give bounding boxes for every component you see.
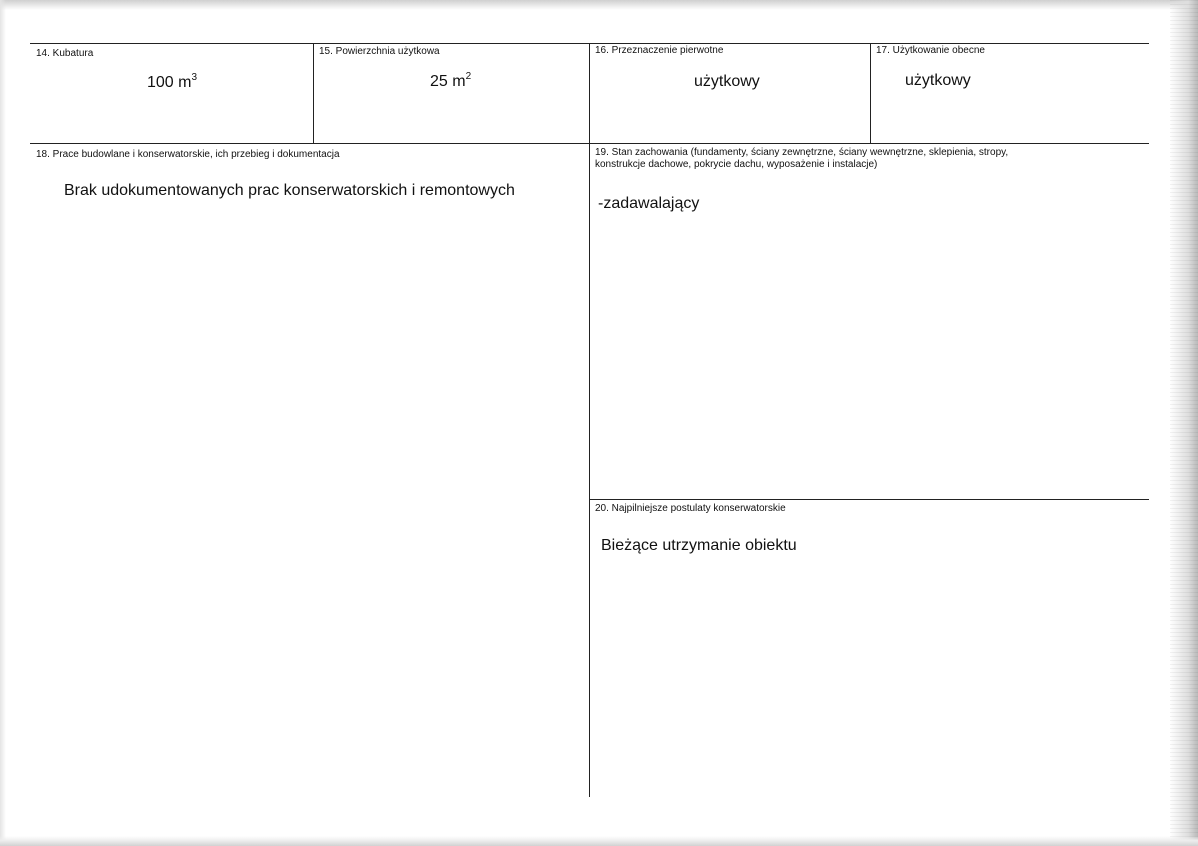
field-18-value: Brak udokumentowanych prac konserwatorskich i remontowych (64, 182, 515, 199)
column-divider-14-15 (313, 43, 314, 143)
field-17-label: 17. Użytkowanie obecne (876, 45, 985, 56)
field-19-label-line-1: 19. Stan zachowania (fundamenty, ściany zewnętrzne, ściany wewnętrzne, sklepienia, stropy, (595, 147, 1009, 158)
section-19-20-divider (589, 499, 1149, 500)
field-16-value: użytkowy (694, 73, 760, 90)
field-15-value-text: 25 m (430, 73, 466, 90)
field-15-value (430, 70, 472, 91)
field-16-label: 16. Przeznaczenie pierwotne (595, 45, 724, 56)
field-19-value: -zadawalający (598, 195, 700, 212)
scan-shadow-bottom (0, 836, 1198, 846)
field-15-label: 15. Powierzchnia użytkowa (319, 46, 440, 57)
field-19-label-line-2: konstrukcje dachowe, pokrycie dachu, wyposażenie i instalacje) (595, 159, 878, 170)
scan-shadow-right (1170, 0, 1198, 846)
scan-shadow-left (0, 0, 6, 846)
field-20-label: 20. Najpilniejsze postulaty konserwatorskie (595, 503, 786, 514)
field-15-value-exponent: 2 (465, 70, 472, 82)
field-14-value (147, 71, 198, 92)
field-20-value: Bieżące utrzymanie obiektu (601, 537, 797, 554)
scan-shadow-top (0, 0, 1198, 10)
column-divider-main (589, 43, 590, 797)
field-18-label: 18. Prace budowlane i konserwatorskie, ich przebieg i dokumentacja (36, 149, 340, 160)
column-divider-16-17 (870, 43, 871, 143)
field-14-value-text: 100 m (147, 74, 192, 91)
field-17-value: użytkowy (905, 72, 971, 89)
field-14-value-exponent: 3 (191, 71, 198, 83)
field-14-label: 14. Kubatura (36, 48, 94, 59)
